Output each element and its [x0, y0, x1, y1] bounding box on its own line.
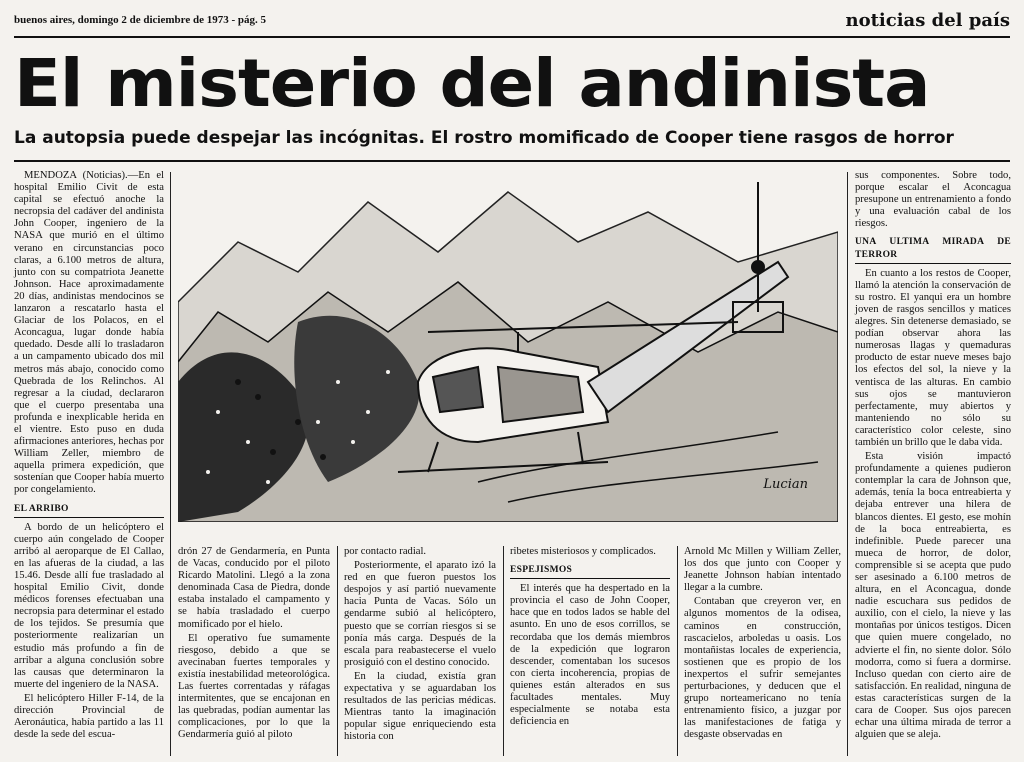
- mountain-rescue-drawing: [178, 182, 838, 522]
- paragraph: ribetes misteriosos y complicados.: [510, 546, 656, 557]
- column-6: [855, 170, 1011, 743]
- subheading-el-arribo: EL ARRIBO: [14, 503, 164, 518]
- section-name: noticias del país: [845, 10, 1010, 31]
- date-line: buenos aires, domingo 2 de diciembre de 1973 - pág. 5: [14, 14, 266, 26]
- column-5: [684, 546, 841, 744]
- intro-paragraph: MENDOZA (Noticias).—En el hospital Emilio Civit de esta capital se efectuó anoche la necropsia del cadáver del andinista John Cooper, ingeniero de la NASA que murió en el último verano en circunstancias poco claras, a 6.100 metros de altura, junto con su compatriota Jeanette Johnson. Hace aproximadamente 20 días, andinistas mendocinos se lanzaron a rescatarlo hasta el Glaciar de los Polacos, en el Aconcagua, lugar donde había quedado. Desde allí lo trasladaron a un campamento ubicado dos mil metros más abajo, conocido como Quebrada de los Relinchos. Al regresar a la ciudad, declararon que el cuerpo presentaba una profunda e inexplicable herida en el vientre. Esto puso en duda afirmaciones anteriores, hechas por William Zeller, miembro de aquella primera expedición, que sostenían que Cooper había muerto por congelamiento.: [14, 170, 165, 496]
- subheadline: La autopsia puede despejar las incógnitas. El rostro momificado de Cooper tiene rasgos de horror: [14, 128, 954, 148]
- page-header: [14, 8, 1010, 38]
- paragraph: sus componentes. Sobre todo, porque escalar el Aconcagua presupone un entrenamiento a fondo y una evaluación cabal de los riesgos.: [855, 170, 1011, 230]
- paragraph: drón 27 de Gendarmería, en Punta de Vacas, conducido por el piloto Ricardo Matolini. Llegó a la zona denominada Casa de Piedra, donde estaba instalado el campamento y se había trasladado el cuerpo momificado por el hielo.: [178, 546, 330, 630]
- paragraph: El interés que ha despertado en la provincia el caso de John Cooper, hace que en todos lados se hable del asunto. En uno de esos corrillos, se recordaba que los demás miembros de la expedición que lograron descender, comentaban los sucesos con cierta incoherencia, propias de quienes están alterados en sus facultades mentales. Muy especialmente se notaba esta deficiencia en: [510, 583, 670, 728]
- paragraph: El operativo fue sumamente riesgoso, debido a que se avecinaban fuertes temporales y existía inestabilidad meteorológica. Las fuertes correntadas y ráfagas intermitentes, que se encajonan en las quebradas, podían aumentar las complicaciones, por lo que la Gendarmería guió al piloto: [178, 632, 330, 741]
- column-4: [510, 546, 670, 730]
- paragraph: por contacto radial.: [344, 546, 427, 557]
- column-rule: [847, 172, 848, 756]
- paragraph: Contaban que creyeron ver, en algunos momentos de la odisea, caminos en construcción, rascacielos, arboledas u oasis. Los montañistas locales de experiencia, sostienen que es propio de los inexpertos el sufrir semejantes perturbaciones, y deducen que el grupo norteamericano no tenía entrenamiento físico, a juzgar por las manifestaciones de fatiga y desgaste observadas en: [684, 596, 841, 741]
- subheading-una-ultima-mirada: UNA ULTIMA MIRADA DE TERROR: [855, 236, 1011, 263]
- column-rule: [337, 546, 338, 756]
- paragraph: Esta visión impactó profundamente a quienes pudieron contemplar la cara de Johnson que, además, tenía la boca entreabierta y dejaba entrever una hilera de blancos dientes. El gesto, ese mohín de la boca entreabierta, es indefinible. Puede parecer una mueca de horror, de dolor, comprensible si se acepta que pudo ser asesinado a 6.100 metros de altura, en el Aconcagua, donde nadie escuchara sus pedidos de auxilio, con el cielo, la nieve y las montañas por únicos testigos. Dicen que quien muere congelado, no advierte el fin, no siente dolor. Sólo modorra, como si fuera a dormirse. Incluso quedan con cierto aire de satisfacción. En realidad, ninguna de estas características surgen de la cara de Cooper. Sus ojos parecen echar una última mirada de terror a alguien que se aleja.: [855, 451, 1011, 741]
- paragraph: En cuanto a los restos de Cooper, llamó la atención la conservación de su rostro. El yanqui era un hombre joven de rasgos sencillos y matices alegres. Sin detenerse demasiado, se podían observar ahora las numerosas llagas y quemaduras producto de estar nueve meses bajo los efectos del sol, la nieve y la ventisca de las alturas. En cambio sus ojos se mantuvieron perfectamente, muy abiertos y manteniendo no sólo su característico color celeste, sino también un brillo que le daba vida.: [855, 267, 1011, 448]
- paragraph: El helicóptero Hiller F-14, de la dirección Provincial de Aeronáutica, había partido a las 11 desde la sede del escua-: [14, 692, 164, 741]
- subheading-espejismos: ESPEJISMOS: [510, 564, 670, 579]
- divider: [14, 160, 1010, 162]
- column-1: [14, 170, 164, 743]
- paragraph: Posteriormente, el aparato izó la red en que fueron puestos los despojos y así partió nuevamente hacia Punta de Vacas. Sólo un gendarme subió al helicóptero, puesto que se corrían riesgos si se ponía más carga. Después de la escala para reabastecerse el vuelo prosiguió con el destino conocido.: [344, 560, 496, 668]
- dateline: MENDOZA (Noticias).—: [24, 170, 139, 181]
- column-2: [178, 546, 330, 744]
- column-rule: [170, 172, 171, 756]
- artist-signature: Lucian: [763, 477, 808, 492]
- paragraph: A bordo de un helicóptero el cuerpo aún congelado de Cooper arribó al aeroparque de El Callao, en las afueras de la ciudad, a las 15.46. Desde allí fue trasladado al hospital Emilio Civit, donde médicos forenses efectuaban una necropsia para determinar el estado de los tejidos. Se presumía que posteriormente realizarían un estudio más profundo a fin de arribar a alguna conclusión sobre las causas que determinaron la muerte del ingeniero de la NASA.: [14, 521, 165, 690]
- paragraph: Arnold Mc Millen y William Zeller, los dos que junto con Cooper y Jeanette Johnson habían intentado llegar a la cumbre.: [684, 546, 841, 594]
- headline: El misterio del andinista: [14, 45, 930, 122]
- column-3: [344, 546, 496, 746]
- paragraph: En la ciudad, existía gran expectativa y se aguardaban los resultados de las pericias médicas. Mientras tanto la imaginación popular sigue enriqueciendo esta historia con: [344, 670, 496, 743]
- helicopter-illustration: [178, 182, 838, 522]
- column-rule: [503, 546, 504, 756]
- column-rule: [677, 546, 678, 756]
